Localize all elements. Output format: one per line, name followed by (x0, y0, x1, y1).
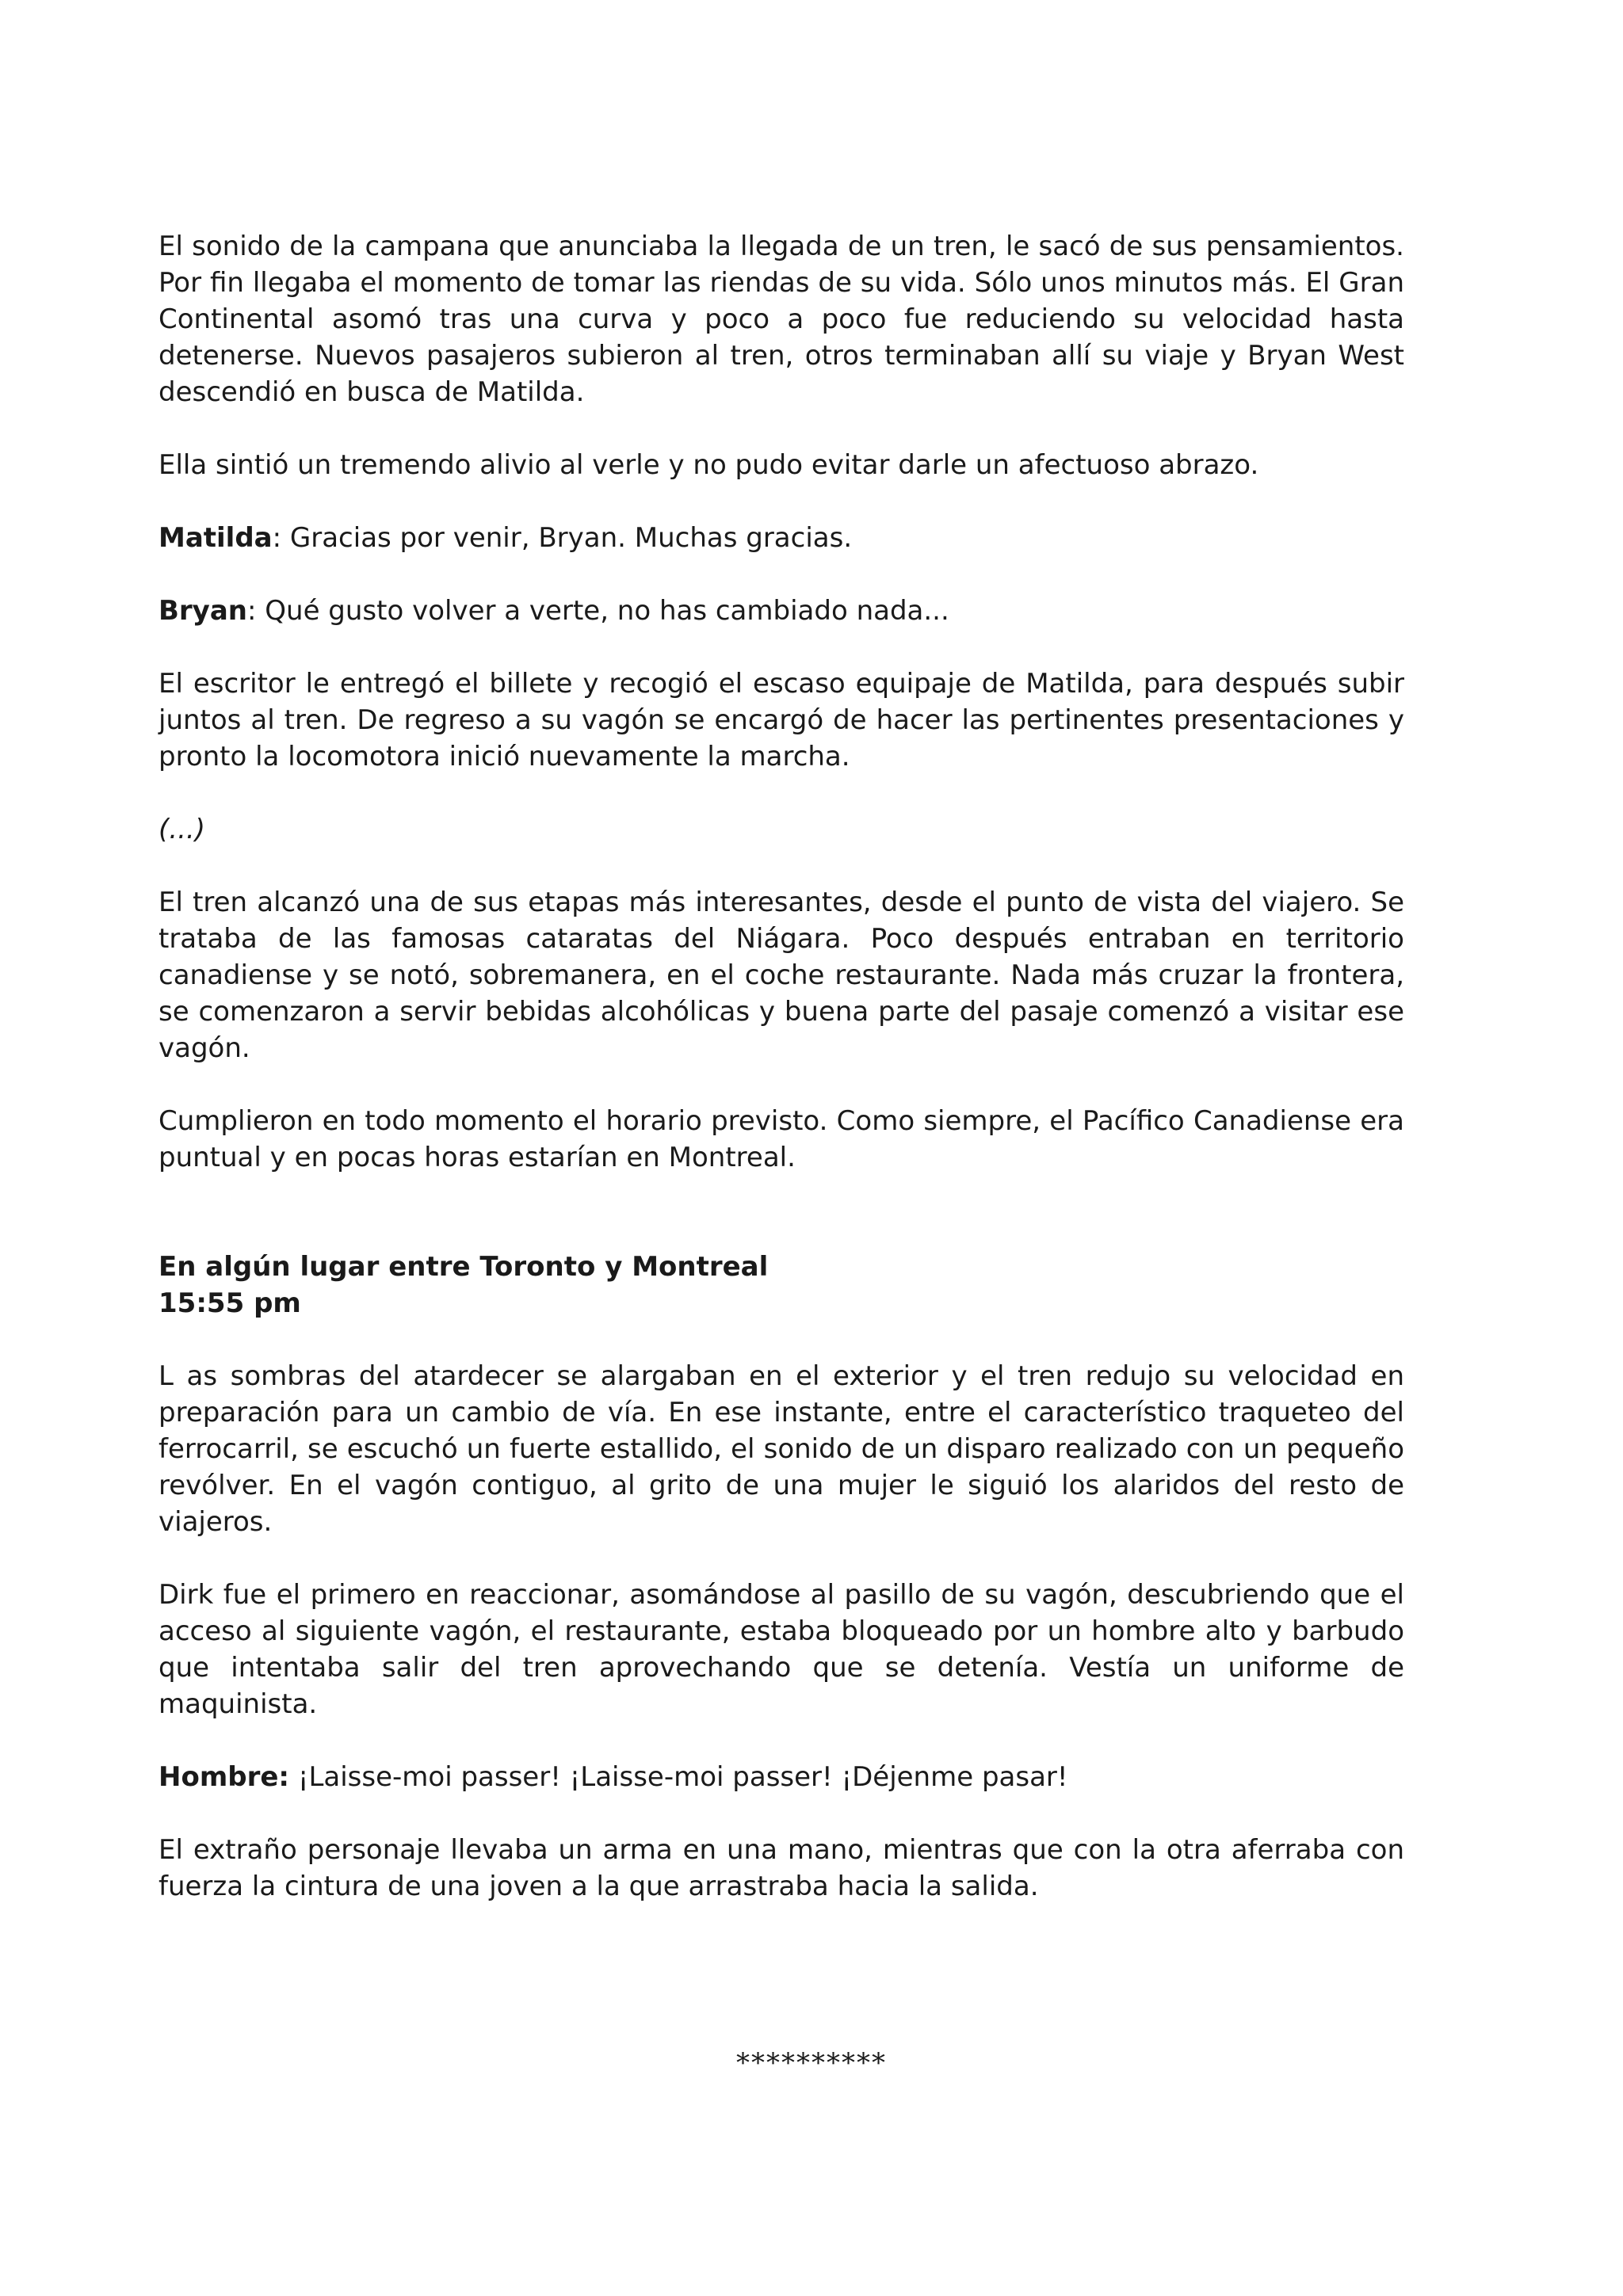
spacer (158, 1322, 1404, 1358)
paragraph-relief: Ella sintió un tremendo alivio al verle y no pudo evitar darle un afectuoso abrazo. (158, 449, 1259, 481)
paragraph-dirk: Dirk fue el primero en reaccionar, asomándose al pasillo de su vagón, descubriendo que el acceso al siguiente vagón, el restaurante, estaba bloqueado por un hombre alto y barbudo que intentaba salir del tren aprovechando que se detenía. Vestía un uniforme de maquinista. (158, 1579, 1404, 1720)
paragraph-ticket: El escritor le entregó el billete y recogió el escaso equipaje de Matilda, para después subir juntos al tren. De regreso a su vagón se encargó de hacer las pertinentes presentaciones y pronto la locomotora inició nuevamente la marcha. (158, 668, 1404, 772)
scene-separator: ********** (736, 2047, 887, 2079)
paragraph-train-arrival: El sonido de la campana que anunciaba la llegada de un tren, le sacó de sus pensamientos. Por fin llegaba el momento de tomar las riendas de su vida. Sólo unos minutos más. El Gran Continental asomó tras una curva y poco a poco fue reduciendo su velocidad hasta detenerse. Nuevos pasajeros subieron al tren, otros terminaban allí su viaje y Bryan West descendió en busca de Matilda. (158, 231, 1404, 408)
dialogue-hombre (158, 1759, 1404, 1795)
dialogue-line: ¡Laisse-moi passer! ¡Laisse-moi passer! ¡Déjenme pasar! (289, 1761, 1068, 1793)
dialogue-bryan (158, 593, 1404, 629)
paragraph-schedule: Cumplieron en todo momento el horario previsto. Como siempre, el Pacífico Canadiense era puntual y en pocas horas estarían en Montreal. (158, 1105, 1404, 1173)
dialogue-line: : Gracias por venir, Bryan. Muchas gracias. (272, 522, 853, 554)
section-time: 15:55 pm (158, 1287, 301, 1319)
paragraph-niagara: El tren alcanzó una de sus etapas más interesantes, desde el punto de vista del viajero. Se trataba de las famosas cataratas del Niágara. Poco después entraban en territorio canadiense y se notó, sobremanera, en el coche restaurante. Nada más cruzar la frontera, se comenzaron a servir bebidas alcohólicas y buena parte del pasaje comenzó a visitar ese vagón. (158, 887, 1404, 1064)
spacer (158, 1212, 1404, 1249)
document-body (158, 228, 1404, 1905)
dialogue-matilda (158, 520, 1404, 556)
speaker-name: Hombre: (158, 1761, 290, 1793)
speaker-name: Matilda (158, 522, 273, 554)
dialogue-line: : Qué gusto volver a verte, no has cambiado nada... (247, 595, 949, 627)
paragraph-gunshot: L as sombras del atardecer se alargaban en el exterior y el tren redujo su velocidad en preparación para un cambio de vía. En ese instante, entre el característico traqueteo del ferrocarril, se escuchó un fuerte estallido, el sonido de un disparo realizado con un pequeño revólver. En el vagón contiguo, al grito de una mujer le siguió los alaridos del resto de viajeros. (158, 1360, 1404, 1538)
paragraph-hostage: El extraño personaje llevaba un arma en una mano, mientras que con la otra aferraba con fuerza la cintura de una joven a la que arrastraba hacia la salida. (158, 1834, 1404, 1902)
speaker-name: Bryan (158, 595, 247, 627)
ellipsis-break: (...) (158, 814, 205, 845)
section-location: En algún lugar entre Toronto y Montreal (158, 1251, 769, 1283)
